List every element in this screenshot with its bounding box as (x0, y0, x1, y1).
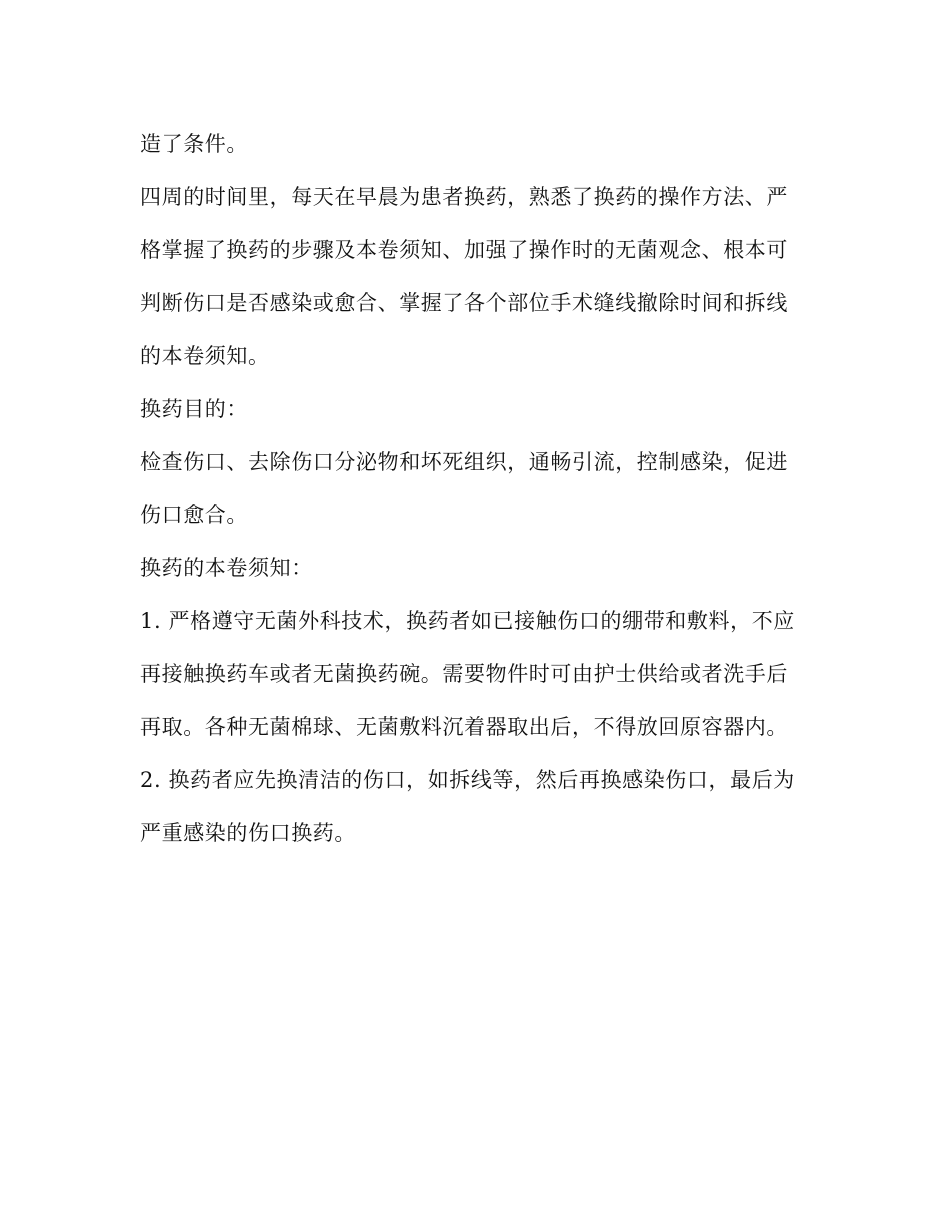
text-line: 检查伤口、去除伤口分泌物和坏死组织，通畅引流，控制感染，促进 (140, 450, 788, 474)
text-line: 四周的时间里，每天在早晨为患者换药，熟悉了换药的操作方法、严 (140, 185, 788, 209)
list-item-line: 再接触换药车或者无菌换药碗。需要物件时可由护士供给或者洗手后 (140, 662, 788, 686)
section-heading: 换药目的： (140, 397, 248, 421)
text-line: 判断伤口是否感染或愈合、掌握了各个部位手术缝线撤除时间和拆线 (140, 291, 788, 315)
text-line: 造了条件。 (140, 132, 248, 156)
text-line: 伤口愈合。 (140, 503, 248, 527)
list-item-line: 2. 换药者应先换清洁的伤口，如拆线等，然后再换感染伤口，最后为 (140, 768, 795, 792)
text-line: 格掌握了换药的步骤及本卷须知、加强了操作时的无菌观念、根本可 (140, 238, 788, 262)
list-item-line: 严重感染的伤口换药。 (140, 821, 356, 845)
text-line: 的本卷须知。 (140, 344, 270, 368)
list-item-line: 再取。各种无菌棉球、无菌敷料沉着器取出后，不得放回原容器内。 (140, 715, 788, 739)
section-heading: 换药的本卷须知： (140, 556, 313, 580)
document-body (140, 118, 810, 860)
list-item-line: 1. 严格遵守无菌外科技术，换药者如已接触伤口的绷带和敷料，不应 (140, 609, 795, 633)
